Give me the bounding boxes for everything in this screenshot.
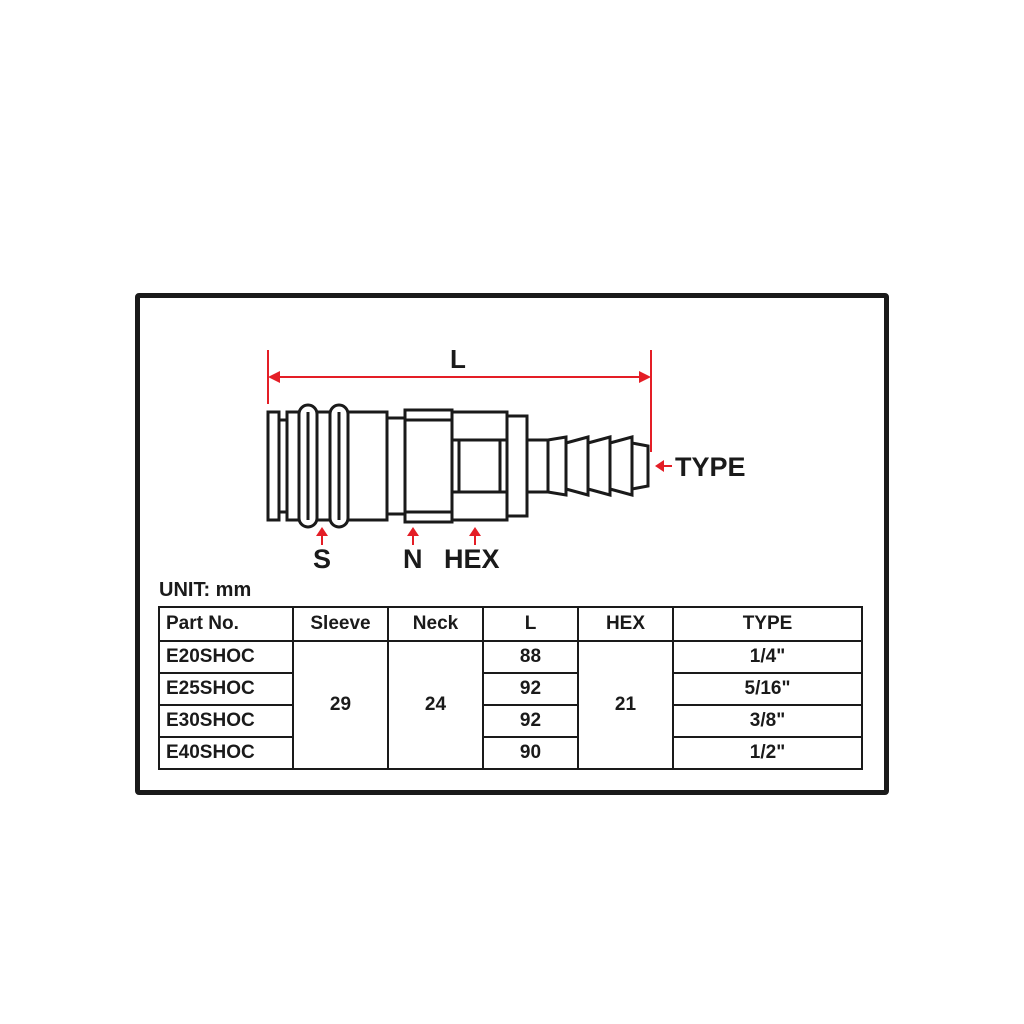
type-cell: 1/2"	[673, 737, 862, 769]
table-row	[159, 705, 862, 737]
type-cell: 5/16"	[673, 673, 862, 705]
table-header-row	[159, 607, 862, 641]
table-row	[159, 737, 862, 769]
neck-cell: 24	[388, 641, 483, 769]
table-row	[159, 673, 862, 705]
part-number-cell: E30SHOC	[159, 705, 293, 737]
type-callout-label: TYPE	[675, 452, 746, 482]
length-label: L	[450, 344, 466, 374]
part-number-cell: E20SHOC	[159, 641, 293, 673]
header-part-no: Part No.	[159, 607, 293, 641]
header-sleeve: Sleeve	[293, 607, 388, 641]
unit-label: UNIT: mm	[159, 579, 252, 601]
part-number-cell: E25SHOC	[159, 673, 293, 705]
header-hex: HEX	[578, 607, 673, 641]
hex-cell: 21	[578, 641, 673, 769]
type-cell: 1/4"	[673, 641, 862, 673]
neck-callout-label: N	[403, 544, 423, 574]
header-neck: Neck	[388, 607, 483, 641]
length-cell: 92	[483, 673, 578, 705]
quick-coupler-icon	[268, 405, 648, 527]
part-number-cell: E40SHOC	[159, 737, 293, 769]
sleeve-callout-label: S	[313, 544, 332, 574]
header-l: L	[483, 607, 578, 641]
table-row	[159, 641, 862, 673]
header-type: TYPE	[673, 607, 862, 641]
type-cell: 3/8"	[673, 705, 862, 737]
spec-table	[158, 606, 863, 770]
length-cell: 88	[483, 641, 578, 673]
length-cell: 90	[483, 737, 578, 769]
sleeve-cell: 29	[293, 641, 388, 769]
length-cell: 92	[483, 705, 578, 737]
hex-callout-label: HEX	[444, 544, 500, 574]
